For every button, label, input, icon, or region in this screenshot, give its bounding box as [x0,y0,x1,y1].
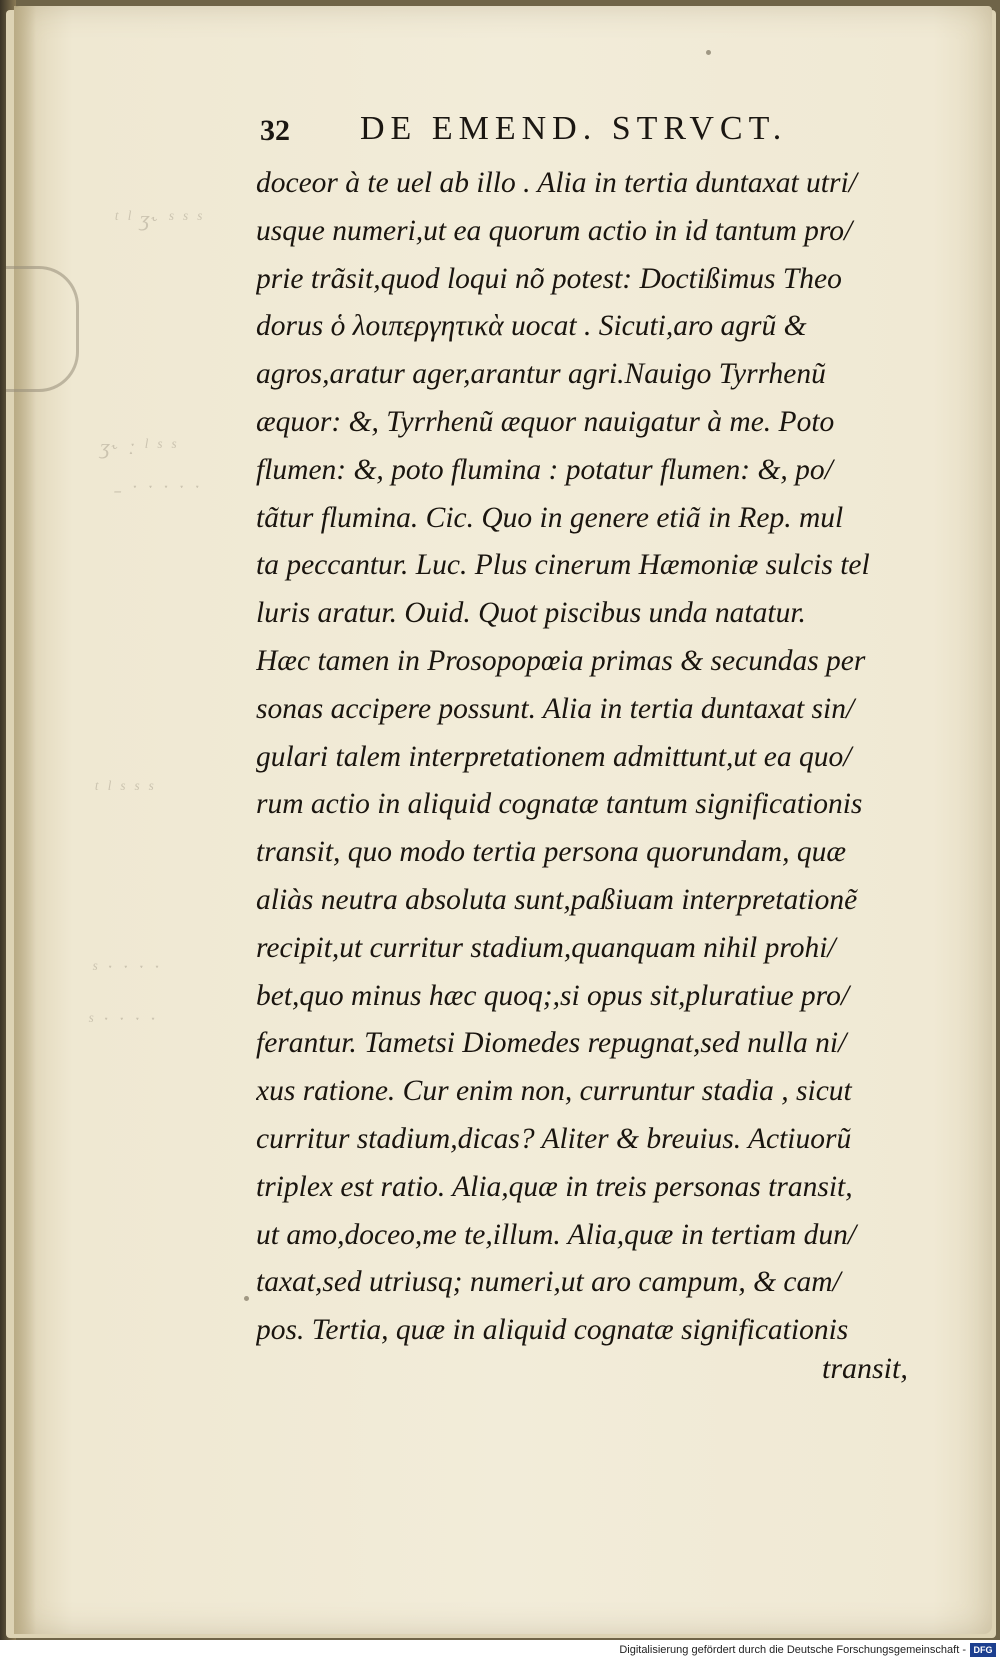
text-line: luris aratur. Ouid. Quot piscibus unda natatur. [256,597,806,630]
paper-speck [244,1296,249,1301]
text-line: gulari talem interpretationem admittunt,ut ea quo/ [256,740,852,773]
bleed-through-mark: ʒ˞ ː ˡ ˢ ˢ [100,434,178,459]
dfg-logo: DFG [970,1643,996,1657]
text-line: taxat,sed utriusq; numeri,ut aro campum, & cam/ [256,1266,841,1299]
text-line: pos. Tertia, quæ in aliquid cognatæ significationis [256,1314,849,1347]
text-line: doceor à te uel ab illo . Alia in tertia duntaxat utri/ [256,167,857,199]
text-line: ut amo,doceo,me te,illum. Alia,quæ in tertiam dun/ [256,1218,857,1251]
text-line: curritur stadium,dicas? Aliter & breuius. Actiuorũ [256,1122,852,1155]
text-line: æquor: &, Tyrrhenũ æquor nauigatur à me. Poto [256,405,835,438]
page-spine-shadow [14,6,36,1634]
text-line: triplex est ratio. Alia,quæ in treis personas transit, [256,1170,853,1203]
bleed-through-mark: ˢ ˑ ˑ ˑ ˑ [88,1008,158,1033]
text-line: rum actio in aliquid cognatæ tantum significationis [256,788,863,821]
text-line: flumen: &, poto flumina : potatur flumen: &, po/ [256,453,833,486]
paper-speck [706,50,711,55]
page-number: 32 [260,114,290,147]
bleed-through-mark: ᵗ ˡ ʒ˞ ˢ ˢ ˢ [114,206,204,231]
text-line: sonas accipere possunt. Alia in tertia duntaxat sin/ [256,692,855,725]
text-line: bet,quo minus hæc quoq;,si opus sit,pluratiue pro/ [256,979,850,1012]
catchword: transit, [822,1352,908,1385]
text-line: ta peccantur. Luc. Plus cinerum Hæmoniæ sulcis tel [256,549,870,582]
text-line: Hæc tamen in Prosopopœia primas & secundas per [256,644,866,677]
funding-credit: Digitalisierung gefördert durch die Deutsche Forschungsgemeinschaft - [619,1644,966,1656]
text-line: recipit,ut curritur stadium,quanquam nihil prohi/ [256,931,836,964]
digitization-footer [0,1640,1000,1663]
page-clip-mark [6,266,79,392]
text-line: agros,aratur ager,arantur agri.Nauigo Tyrrhenũ [256,358,826,391]
page-header [260,110,940,160]
text-line: aliàs neutra absoluta sunt,paßiuam interpretationẽ [256,883,858,916]
bleed-through-mark: ˢ ˑ ˑ ˑ ˑ [92,956,162,981]
bleed-through-mark: ᵗ ˡ ˢ ˢ ˢ [94,776,155,801]
text-line: transit, quo modo tertia persona quorundam, quæ [256,836,847,869]
text-line: ferantur. Tametsi Diomedes repugnat,sed nulla ni/ [256,1027,847,1060]
text-line: usque numeri,ut ea quorum actio in id tantum pro/ [256,214,853,247]
text-line: prie trãsit,quod loqui nõ potest: Doctißimus Theo [256,262,842,295]
text-line: dorus ὁ λοιπεργητικὰ uocat . Sicuti,aro agrũ & [256,310,807,343]
body-text [256,160,946,1355]
text-line: tãtur flumina. Cic. Quo in genere etiã in Rep. mul [256,501,844,534]
text-line: xus ratione. Cur enim non, curruntur stadia , sicut [256,1075,852,1108]
running-head: DE EMEND. STRVCT. [360,110,788,147]
bleed-through-mark: ˗ ˑ ˑ ˑ ˑ ˑ [114,476,202,501]
